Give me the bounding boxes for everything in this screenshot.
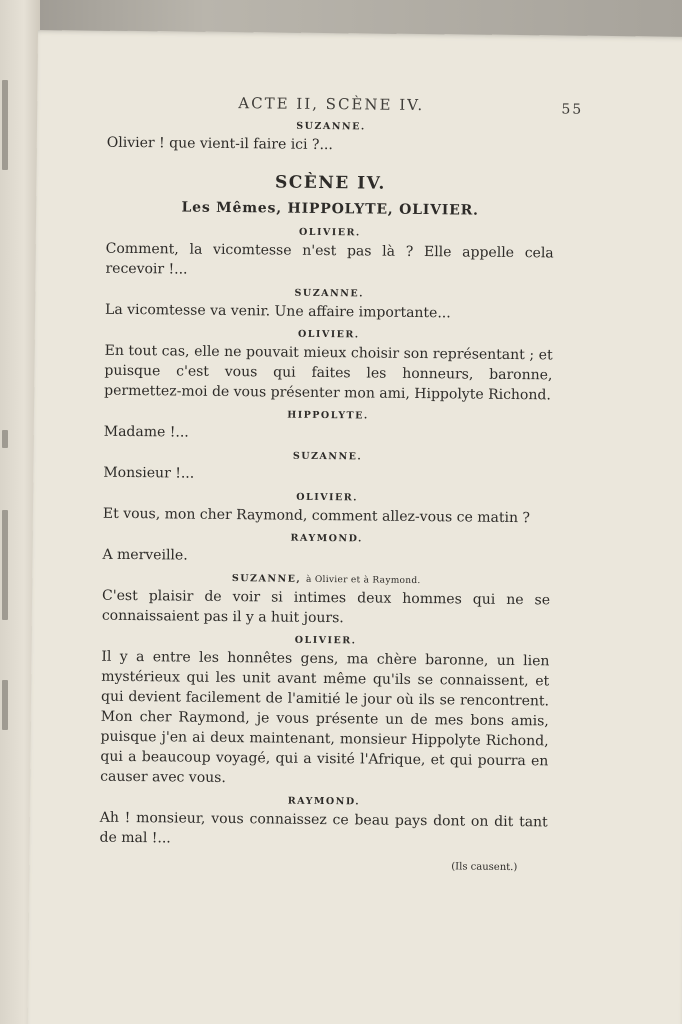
speech-text: Olivier ! que vient-il faire ici ?... — [106, 134, 333, 154]
speech-text: En tout cas, elle ne pouvait mieux choisir son représentant ; et puisque c'est vous qui faites les honneurs, baronne, permettez-moi de vous présenter mon ami, Hippolyte Richond. — [104, 342, 553, 404]
scene-title: SCÈNE IV. — [274, 172, 386, 194]
facing-page-print-mark — [2, 80, 8, 170]
speaker-name: SUZANNE. — [292, 450, 363, 463]
speech-text: Il y a entre les honnêtes gens, ma chère baronne, un lien mystérieux qui les unit avant même qu'ils se connaissent, et qui devient facilement de l'amitié le jour où ils se rencontrent. Mon cher Raymond, je vous présente un de mes bons amis, puisque j'en ai deux maintenant, monsieur Hippolyte Richond, qui a beaucoup voyagé, qui a visité l'Afrique, et qui pourra en causer avec vous. — [100, 648, 550, 787]
stage-direction: (Ils causent.) — [451, 861, 518, 874]
speaker-name: RAYMOND. — [287, 795, 361, 808]
speaker-name: OLIVIER. — [297, 328, 360, 341]
book-page — [27, 30, 682, 1024]
speaker-name: OLIVIER. — [298, 226, 361, 239]
running-head — [107, 93, 584, 118]
page-number: 55 — [561, 101, 584, 118]
speech-text: Monsieur !... — [103, 464, 195, 482]
speaker-with-aside — [102, 572, 550, 588]
speaker-name: SUZANNE. — [294, 287, 364, 300]
speaker-name: OLIVIER. — [296, 491, 359, 504]
page-content — [99, 93, 584, 874]
speaker-name: SUZANNE, — [231, 573, 302, 585]
speech-text: La vicomtesse va venir. Une affaire importante... — [104, 301, 451, 322]
speaker-name: OLIVIER. — [294, 634, 357, 647]
speech-text: Madame !... — [103, 423, 189, 441]
facing-page-print-mark — [2, 680, 8, 730]
speech-text: Comment, la vicomtesse n'est pas là ? Elle appelle cela recevoir !... — [105, 240, 554, 278]
speech-text: C'est plaisir de voir si intimes deux hommes qui ne se connaissaient pas il y a huit jours. — [101, 587, 551, 627]
facing-page-print-mark — [2, 510, 8, 620]
scene-cast: Les Mêmes, HIPPOLYTE, OLIVIER. — [181, 199, 479, 219]
speaker-name: SUZANNE. — [296, 120, 366, 133]
speech-text: Ah ! monsieur, vous connaissez ce beau pays dont on dit tant de mal !... — [99, 809, 548, 847]
speaker-aside: à Olivier et à Raymond. — [306, 574, 421, 587]
speech-text: Et vous, mon cher Raymond, comment allez-vous ce matin ? — [102, 505, 531, 527]
running-head-text: ACTE II, SCÈNE IV. — [238, 94, 425, 115]
facing-page-print-mark — [2, 430, 8, 448]
speaker-name: RAYMOND. — [290, 532, 363, 545]
speech-text: A merveille. — [102, 546, 188, 564]
speaker-name: HIPPOLYTE. — [287, 409, 369, 422]
